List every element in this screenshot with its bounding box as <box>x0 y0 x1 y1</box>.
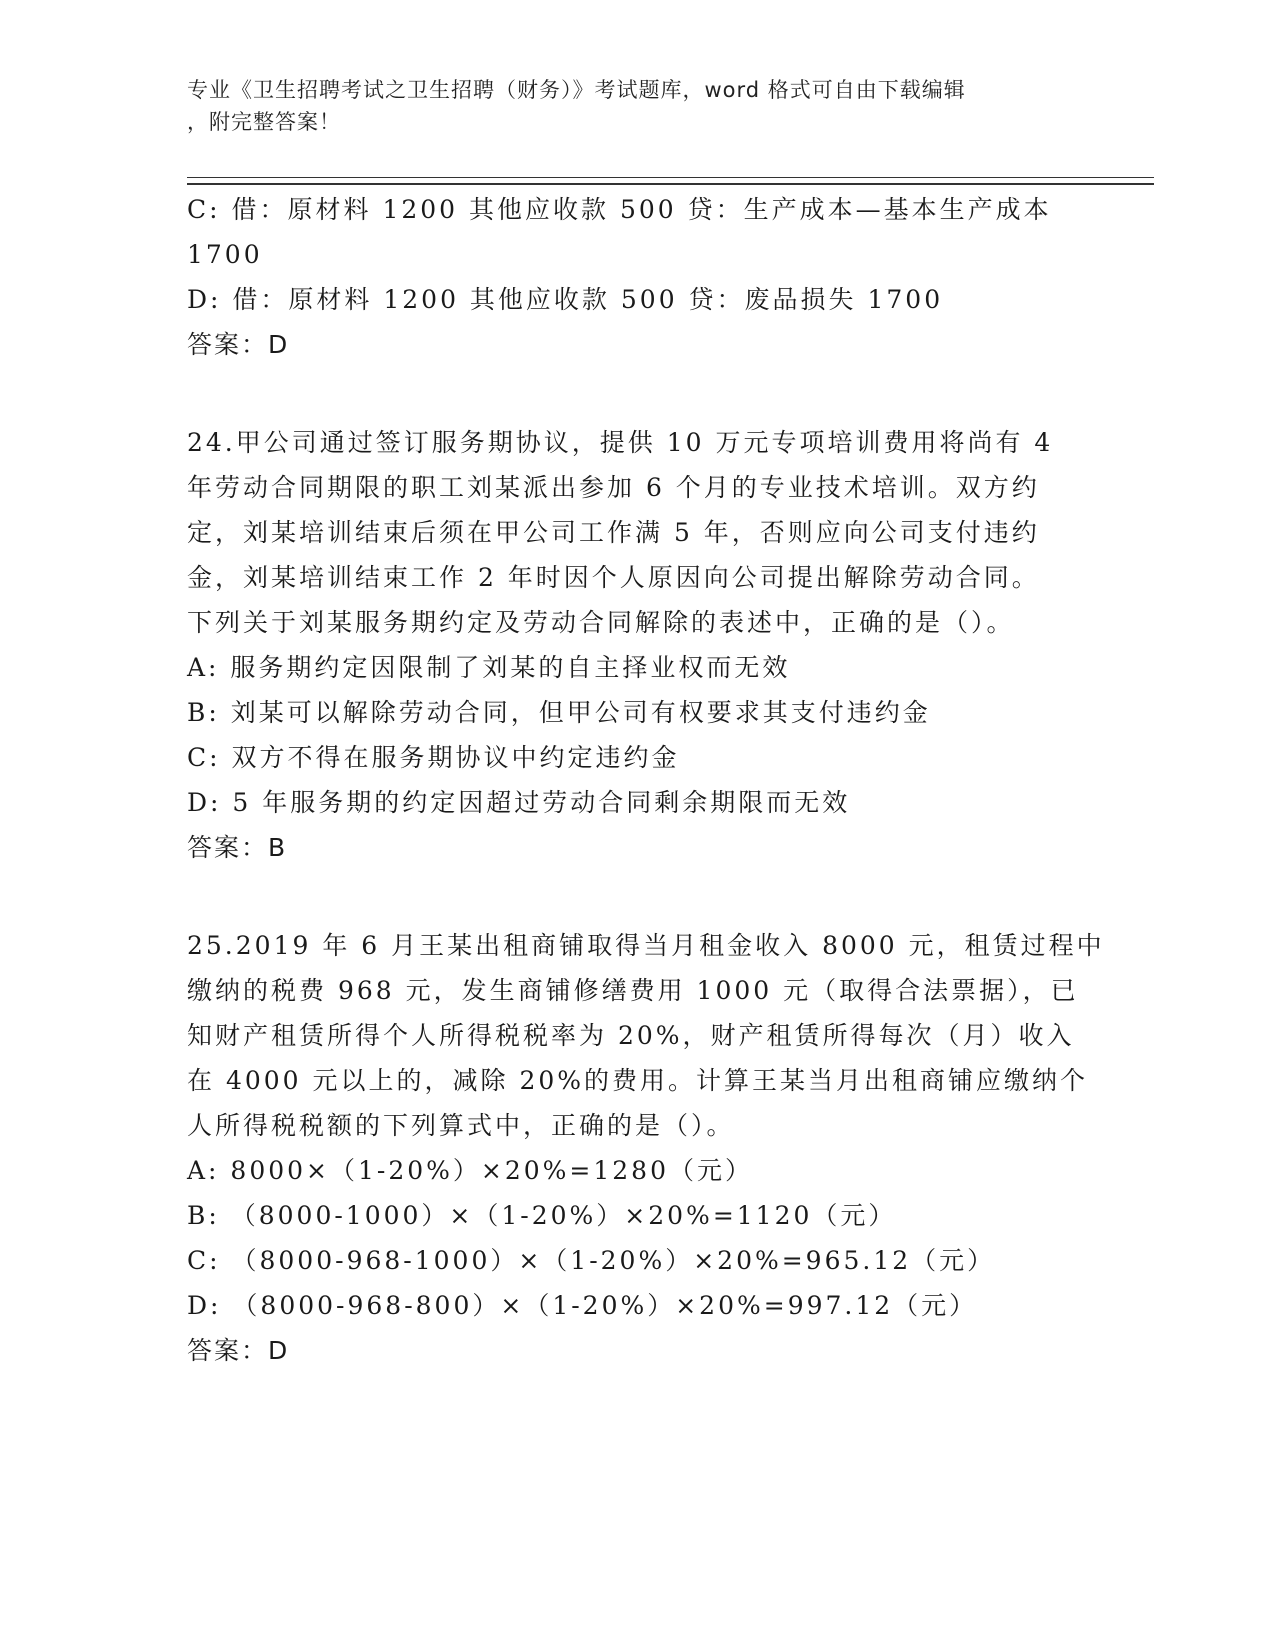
question-23-tail <box>187 187 1087 367</box>
question-stem-line: 在 4000 元以上的，减除 20%的费用。计算王某当月出租商铺应缴纳个 <box>187 1066 1089 1095</box>
option-c: C: 借：原材料 1200 其他应收款 500 贷：生产成本—基本生产成本 <box>187 195 1052 224</box>
answer-line: 答案：B <box>187 833 288 862</box>
header-divider <box>187 177 1154 185</box>
option-d: D: 借：原材料 1200 其他应收款 500 贷：废品损失 1700 <box>187 285 944 314</box>
answer-line: 答案：D <box>187 1336 290 1365</box>
option-c: C: （8000-968-1000）×（1-20%）×20%=965.12（元） <box>187 1246 996 1275</box>
question-stem-line: 年劳动合同期限的职工刘某派出参加 6 个月的专业技术培训。双方约 <box>187 473 1040 502</box>
question-25 <box>187 923 1105 1373</box>
spacer <box>187 367 1087 420</box>
question-stem-line: 下列关于刘某服务期约定及劳动合同解除的表述中，正确的是（）。 <box>187 608 1015 637</box>
option-c-continued: 1700 <box>187 240 263 269</box>
option-a: A: 8000×（1-20%）×20%=1280（元） <box>187 1156 753 1185</box>
question-stem-line: 缴纳的税费 968 元，发生商铺修缮费用 1000 元（取得合法票据），已 <box>187 976 1079 1005</box>
option-d: D: 5 年服务期的约定因超过劳动合同剩余期限而无效 <box>187 788 851 817</box>
option-b: B: （8000-1000）×（1-20%）×20%=1120（元） <box>187 1201 897 1230</box>
question-stem-line: 25.2019 年 6 月王某出租商铺取得当月租金收入 8000 元，租赁过程中 <box>187 931 1105 960</box>
option-b: B: 刘某可以解除劳动合同，但甲公司有权要求其支付违约金 <box>187 698 931 727</box>
option-a: A: 服务期约定因限制了刘某的自主择业权而无效 <box>187 653 791 682</box>
document-body <box>187 187 1105 1373</box>
question-24 <box>187 420 1087 870</box>
header-title-line-2: ，附完整答案！ <box>187 110 341 134</box>
question-stem-line: 定，刘某培训结束后须在甲公司工作满 5 年，否则应向公司支付违约 <box>187 518 1040 547</box>
spacer <box>187 870 1087 923</box>
question-stem-line: 人所得税税额的下列算式中，正确的是（）。 <box>187 1111 735 1140</box>
question-stem-line: 24.甲公司通过签订服务期协议，提供 10 万元专项培训费用将尚有 4 <box>187 428 1054 457</box>
question-stem-line: 知财产租赁所得个人所得税税率为 20%，财产租赁所得每次（月）收入 <box>187 1021 1075 1050</box>
answer-line: 答案：D <box>187 330 290 359</box>
header-title-line-1: 专业《卫生招聘考试之卫生招聘（财务）》考试题库，word 格式可自由下载编辑 <box>187 78 966 102</box>
question-stem-line: 金，刘某培训结束工作 2 年时因个人原因向公司提出解除劳动合同。 <box>187 563 1040 592</box>
page-header <box>187 74 1087 138</box>
option-d: D: （8000-968-800）×（1-20%）×20%=997.12（元） <box>187 1291 978 1320</box>
option-c: C: 双方不得在服务期协议中约定违约金 <box>187 743 680 772</box>
